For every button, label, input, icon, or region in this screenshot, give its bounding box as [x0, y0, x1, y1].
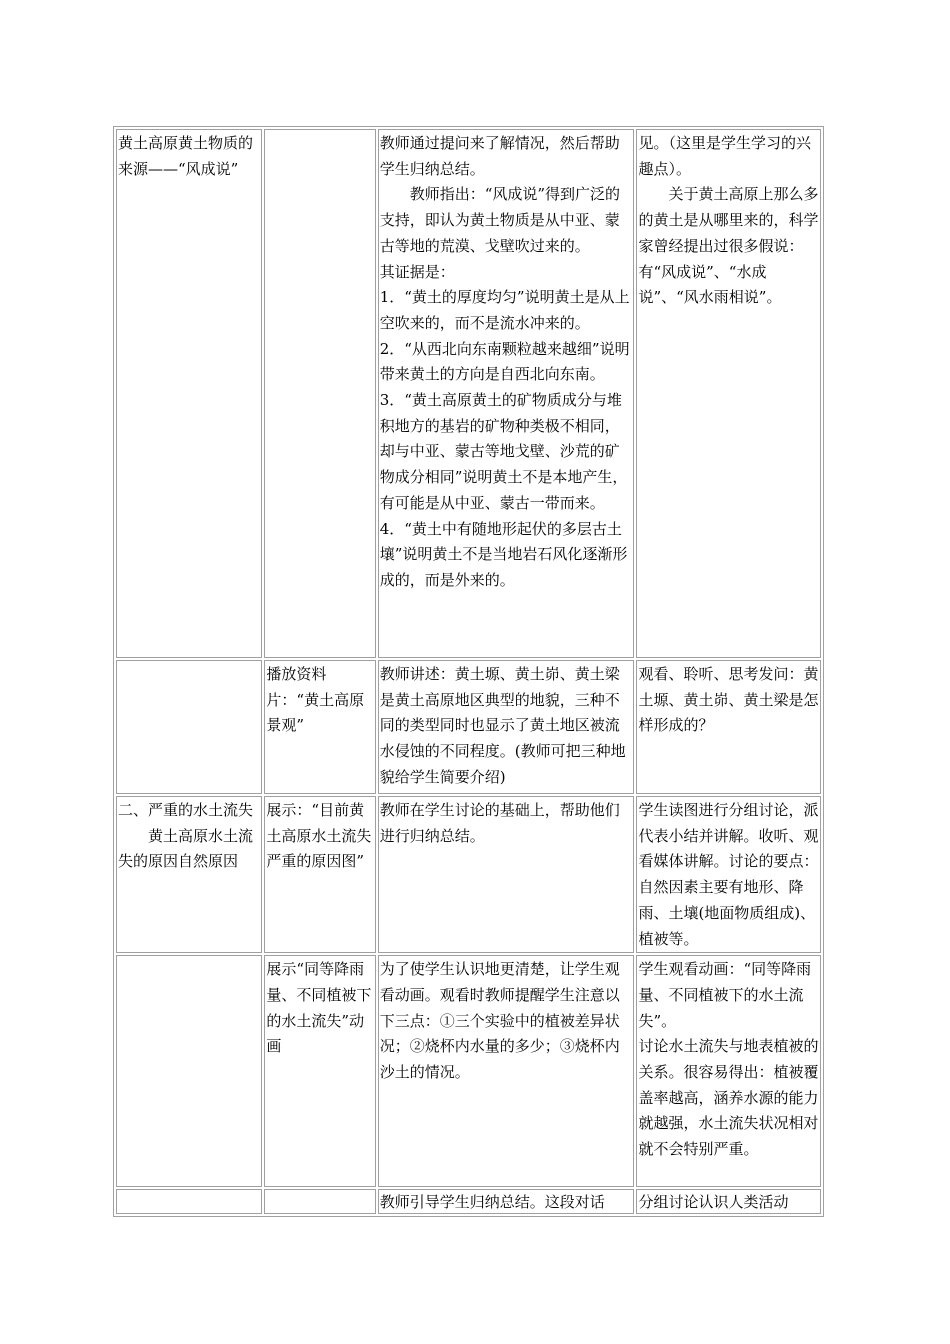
student-paragraph: 学生观看动画：“同等降雨量、不同植被下的水土流失”。 — [638, 960, 812, 1030]
lesson-plan-table — [113, 126, 824, 1217]
media-cell — [264, 1189, 375, 1214]
section-heading: 二、严重的水土流失 — [118, 801, 254, 819]
teacher-paragraph: 教师在学生讨论的基础上，帮助他们进行归纳总结。 — [379, 801, 620, 845]
student-paragraph: 见。（这里是学生学习的兴趣点）。 — [638, 134, 811, 178]
teacher-paragraph: 1．“黄土的厚度均匀”说明黄土是从上空吹来的，而不是流水冲来的。 — [379, 288, 630, 332]
topic-cell — [116, 660, 262, 794]
media-text: 展示“同等降雨量、不同植被下的水土流失”动画 — [266, 960, 372, 1056]
student-paragraph: 观看、聆听、思考发问：黄土塬、黄土峁、黄土梁是怎样形成的？ — [638, 665, 819, 735]
student-activity-cell — [636, 1189, 821, 1214]
topic-cell — [116, 796, 262, 953]
student-activity-cell — [636, 955, 821, 1187]
topic-text: 黄土高原黄土物质的来源——“风成说” — [118, 134, 254, 178]
student-activity-cell — [636, 660, 821, 794]
table-row — [116, 796, 821, 953]
student-paragraph: 关于黄土高原上那么多的黄土是从哪里来的，科学家曾经提出过很多假说：有“风成说”、“水成说”、“风水雨相说”。 — [638, 185, 819, 307]
teacher-activity-cell — [378, 660, 635, 794]
student-paragraph: 分组讨论认识人类活动 — [638, 1193, 789, 1212]
teacher-paragraph: 教师指出：“风成说”得到广泛的支持，即认为黄土物质是从中亚、蒙古等地的荒漠、戈壁吹过来的。 — [379, 185, 621, 255]
teacher-activity-cell — [378, 796, 635, 953]
teacher-activity-cell — [378, 129, 635, 658]
topic-cell — [116, 129, 262, 658]
teacher-activity-cell — [378, 955, 635, 1187]
table-row — [116, 660, 821, 794]
teacher-paragraph: 教师通过提问来了解情况，然后帮助学生归纳总结。 — [379, 134, 620, 178]
teacher-paragraph: 2．“从西北向东南颗粒越来越细”说明带来黄土的方向是自西北向东南。 — [379, 339, 630, 384]
student-paragraph: 学生读图进行分组讨论，派代表小结并讲解。收听、观看媒体讲解。讨论的要点：自然因素主要有地形、降雨、土壤(地面物质组成)、植被等。 — [638, 801, 819, 948]
student-paragraph: 讨论水土流失与地表植被的关系。很容易得出：植被覆盖率越高，涵养水源的能力就越强，水土流失状况相对就不会特别严重。 — [638, 1037, 819, 1159]
teacher-paragraph: 教师讲述：黄土塬、黄土峁、黄土梁是黄土高原地区典型的地貌，三种不同的类型同时也显示了黄土地区被流水侵蚀的不同程度。(教师可把三种地貌给学生简要介绍) — [379, 665, 626, 786]
teacher-activity-cell — [378, 1189, 635, 1214]
media-cell — [264, 796, 375, 953]
table-row — [116, 129, 821, 658]
table-row — [116, 955, 821, 1187]
teacher-paragraph: 4．“黄土中有随地形起伏的多层古土壤”说明黄土不是当地岩石风化逐渐形成的，而是外来的。 — [379, 519, 628, 589]
teacher-paragraph: 3．“黄土高原黄土的矿物质成分与堆积地方的基岩的矿物种类极不相同，却与中亚、蒙古等地戈壁、沙荒的矿物成分相同”说明黄土不是本地产生，有可能是从中亚、蒙古一带而来。 — [379, 391, 628, 512]
media-text: 展示：“目前黄土高原水土流失严重的原因图” — [266, 801, 372, 871]
media-cell — [264, 129, 375, 658]
topic-cell — [116, 1189, 262, 1214]
teacher-paragraph: 其证据是： — [379, 262, 455, 281]
media-text: 播放资料片：“黄土高原景观” — [266, 665, 365, 735]
student-activity-cell — [636, 129, 821, 658]
topic-text: 黄土高原水土流失的原因自然原因 — [118, 826, 254, 871]
media-cell — [264, 660, 375, 794]
teacher-paragraph: 为了使学生认识地更清楚，让学生观看动画。观看时教师提醒学生注意以下三点：①三个实验中的植被差异状况；②烧杯内水量的多少；③烧杯内沙土的情况。 — [379, 960, 620, 1082]
teacher-paragraph: 教师引导学生归纳总结。这段对话 — [379, 1193, 605, 1212]
topic-cell — [116, 955, 262, 1187]
student-activity-cell — [636, 796, 821, 953]
media-cell — [264, 955, 375, 1187]
table-row — [116, 1189, 821, 1214]
